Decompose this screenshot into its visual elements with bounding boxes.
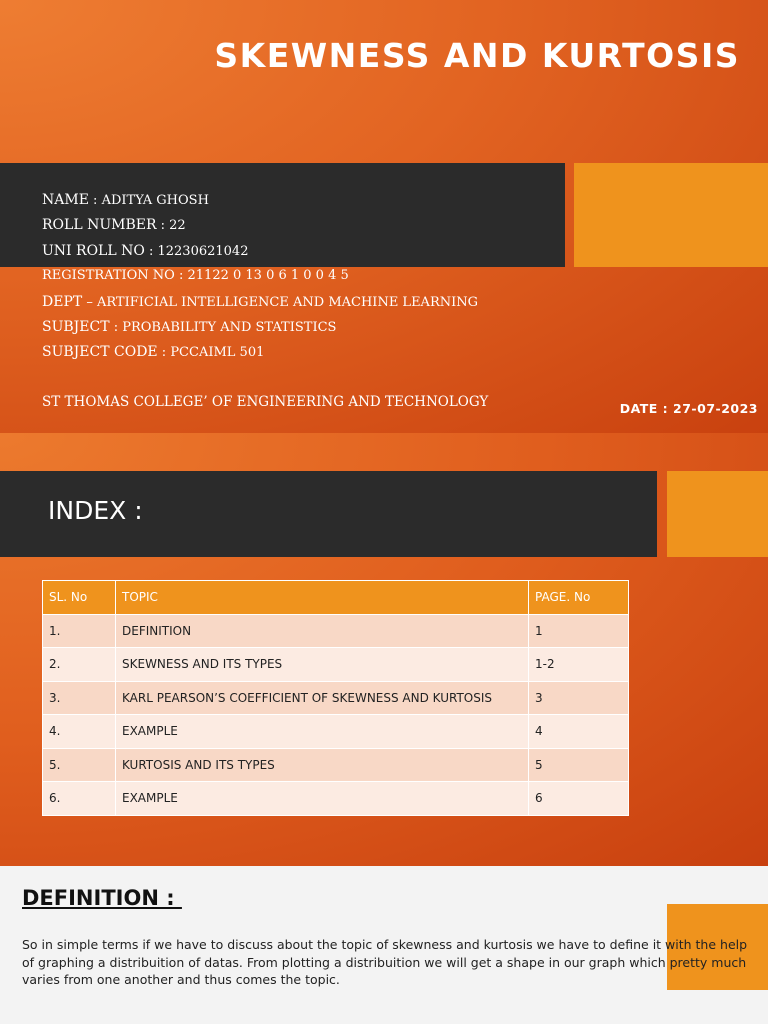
info-key: NAME [42, 192, 89, 208]
table-row [43, 748, 629, 782]
date-label: DATE : 27-07-2023 [619, 401, 758, 416]
cell-topic: DEFINITION [116, 614, 529, 648]
cell-page-no: 3 [529, 681, 629, 715]
cell-topic: KARL PEARSON’S COEFFICIENT OF SKEWNESS AND KURTOSIS [116, 681, 529, 715]
accent-box [667, 471, 768, 557]
cell-page-no: 1-2 [529, 648, 629, 682]
table-row [43, 681, 629, 715]
header-page-no: PAGE. No [529, 581, 629, 615]
definition-slide [0, 866, 768, 1024]
info-row-subject [42, 318, 478, 343]
cell-sl-no: 3. [43, 681, 116, 715]
header-sl-no: SL. No [43, 581, 116, 615]
student-info [42, 191, 478, 369]
accent-box [574, 163, 768, 267]
info-row-name [42, 191, 478, 216]
info-value: PROBABILITY AND STATISTICS [122, 319, 337, 335]
table-header-row [43, 581, 629, 615]
info-sep: : [174, 268, 188, 284]
slide-title: SKEWNESS AND KURTOSIS [214, 36, 740, 75]
info-value: ADITYA GHOSH [101, 193, 209, 208]
cell-topic: SKEWNESS AND ITS TYPES [116, 648, 529, 682]
info-sep: : [88, 193, 102, 208]
info-key: SUBJECT CODE [42, 344, 158, 361]
info-row-registration [42, 267, 478, 292]
info-sep: : [144, 243, 158, 259]
info-value: 22 [169, 218, 186, 234]
cell-page-no: 1 [529, 614, 629, 648]
cell-sl-no: 2. [43, 648, 116, 682]
info-value: PCCAIML 501 [170, 345, 265, 361]
info-key: DEPT [42, 293, 83, 310]
info-sep: : [109, 319, 123, 335]
college-name: ST THOMAS COLLEGE’ OF ENGINEERING AND TECHNOLOGY [42, 394, 489, 410]
info-key: ROLL NUMBER [42, 217, 157, 234]
index-table [42, 580, 629, 816]
info-row-roll [42, 216, 478, 241]
cell-page-no: 6 [529, 782, 629, 816]
cell-sl-no: 6. [43, 782, 116, 816]
index-title: INDEX : [48, 496, 143, 525]
info-value: 21122 0 13 0 6 1 0 0 4 5 [187, 268, 349, 284]
info-row-subject-code [42, 343, 478, 368]
info-key: UNI ROLL NO [42, 242, 145, 259]
info-row-dept [42, 293, 478, 318]
definition-title: DEFINITION : [22, 886, 182, 910]
title-slide [0, 0, 768, 433]
header-topic: TOPIC [116, 581, 529, 615]
info-sep: : [156, 218, 170, 234]
cell-sl-no: 1. [43, 614, 116, 648]
index-slide [0, 433, 768, 866]
cell-topic: EXAMPLE [116, 782, 529, 816]
table-row [43, 715, 629, 749]
table-row [43, 782, 629, 816]
info-sep: – [82, 294, 97, 310]
info-key: SUBJECT [42, 318, 110, 335]
table-row [43, 648, 629, 682]
info-sep: : [157, 345, 171, 361]
info-value: 12230621042 [157, 243, 249, 259]
info-key: REGISTRATION NO [42, 268, 175, 284]
cell-topic: EXAMPLE [116, 715, 529, 749]
cell-sl-no: 5. [43, 748, 116, 782]
cell-page-no: 4 [529, 715, 629, 749]
definition-text: So in simple terms if we have to discuss about the topic of skewness and kurtosis we have to define it with the help of graphing a distribuition of datas. From plotting a distribuition we will get a shape in our graph which pretty much varies from one another and thus comes the topic. [22, 937, 748, 987]
cell-page-no: 5 [529, 748, 629, 782]
info-row-uni-roll [42, 242, 478, 267]
info-value: ARTIFICIAL INTELLIGENCE AND MACHINE LEARNING [96, 294, 479, 310]
cell-sl-no: 4. [43, 715, 116, 749]
table-row [43, 614, 629, 648]
cell-topic: KURTOSIS AND ITS TYPES [116, 748, 529, 782]
